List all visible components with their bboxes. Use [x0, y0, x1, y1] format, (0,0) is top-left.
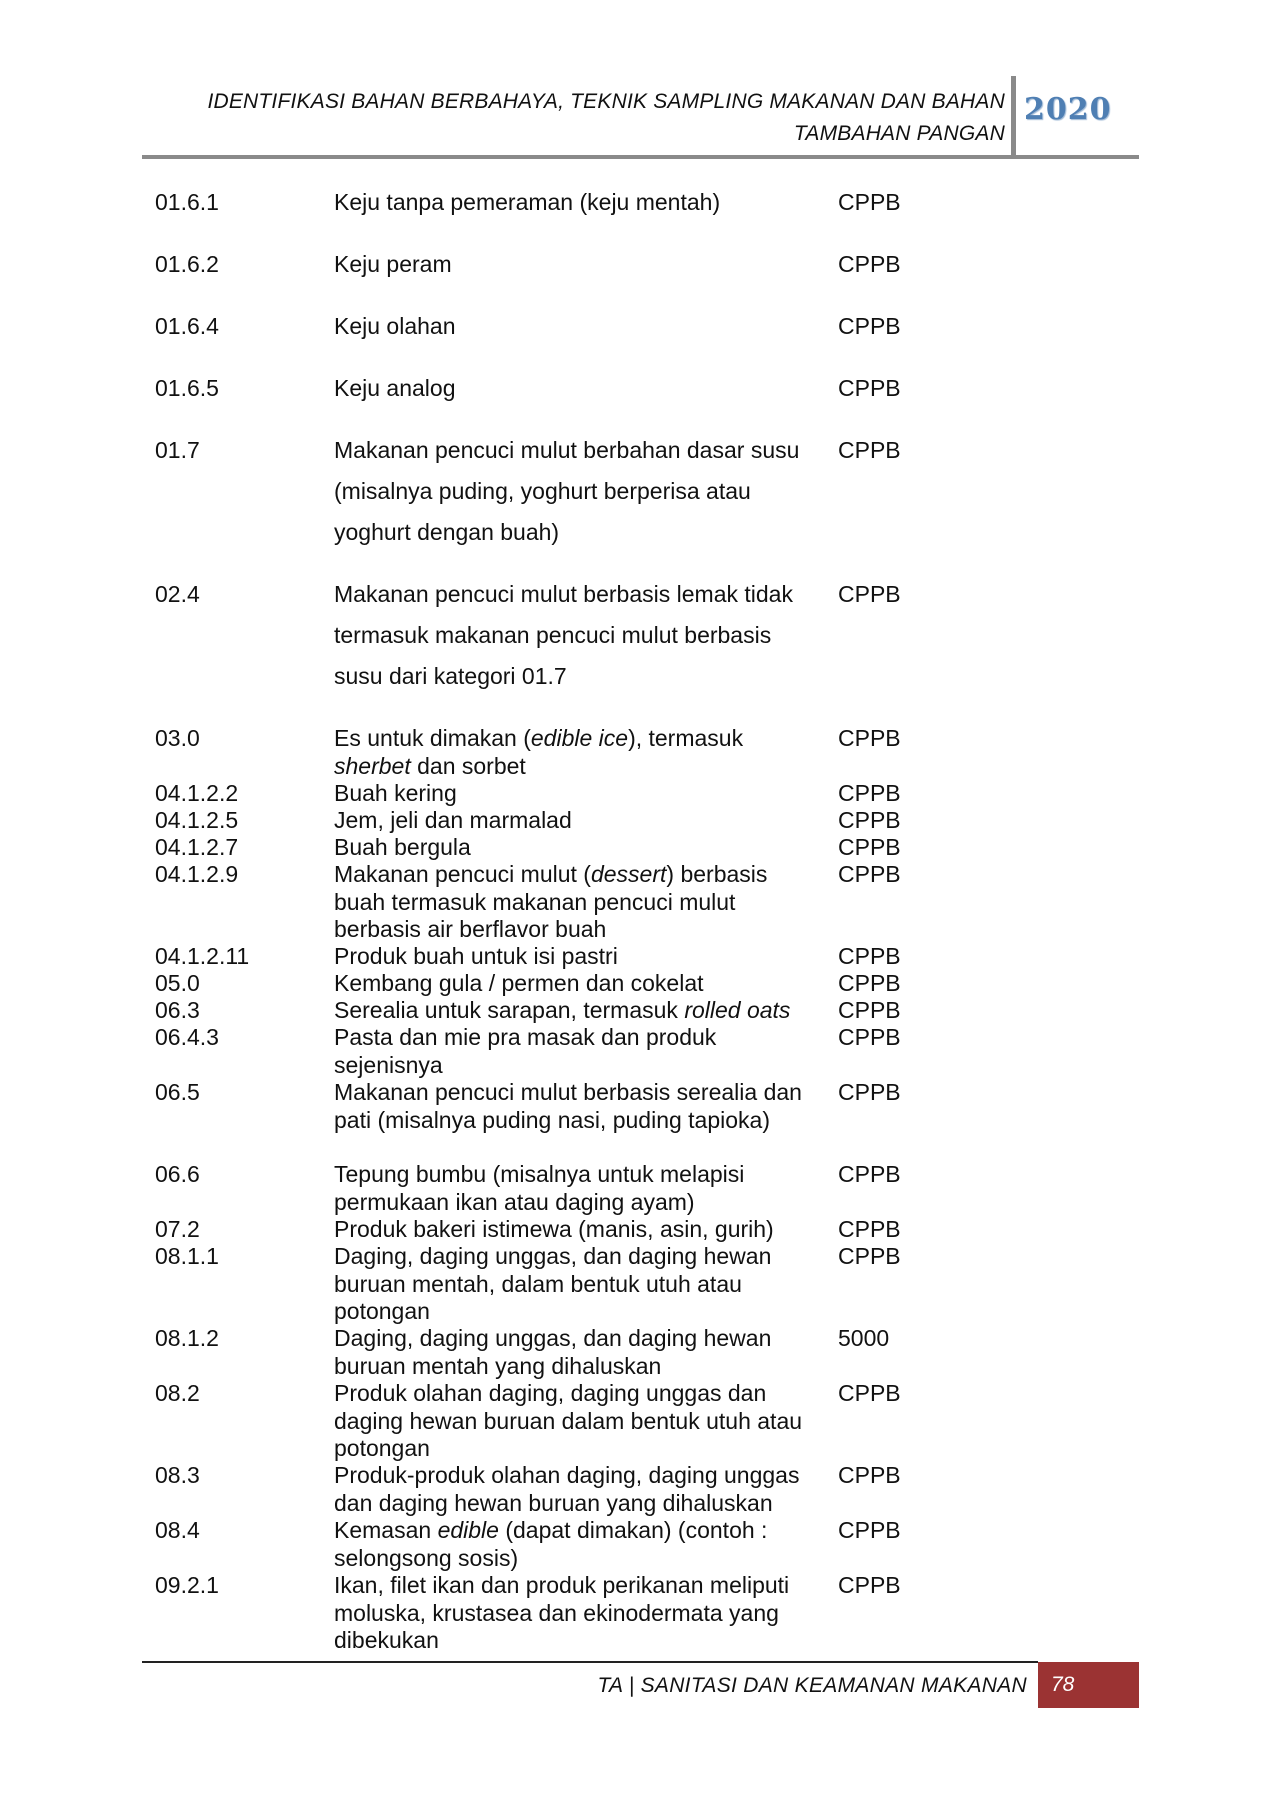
- page-number: 78: [1038, 1662, 1139, 1708]
- desc-text: Es untuk dimakan (: [334, 725, 531, 751]
- category-code: 01.6.4: [155, 313, 219, 339]
- category-code: 08.3: [155, 1462, 200, 1488]
- category-description: Daging, daging unggas, dan daging hewan buruan mentah, dalam bentuk utuh atau potongan: [334, 1243, 772, 1324]
- desc-italic: sherbet: [334, 752, 411, 779]
- category-limit: CPPB: [838, 1216, 901, 1242]
- category-limit: CPPB: [838, 251, 901, 277]
- category-description: Makanan pencuci mulut berbahan dasar susu (misalnya puding, yoghurt berperisa atau yoghurt dengan buah): [334, 437, 800, 545]
- category-limit: CPPB: [838, 1161, 901, 1187]
- category-code: 04.1.2.5: [155, 807, 239, 833]
- category-code: 08.1.2: [155, 1325, 219, 1351]
- category-limit: CPPB: [838, 1079, 901, 1105]
- desc-text: Kemasan: [334, 1517, 438, 1543]
- category-code: 09.2.1: [155, 1572, 219, 1598]
- category-limit: CPPB: [838, 1243, 901, 1269]
- category-description: Buah kering: [334, 780, 457, 806]
- header-year: 2020: [1024, 92, 1112, 127]
- category-code: 01.6.2: [155, 251, 219, 277]
- category-limit: CPPB: [838, 1517, 901, 1543]
- category-code: 05.0: [155, 970, 200, 996]
- header-title-line2: TAMBAHAN PANGAN: [793, 122, 1005, 145]
- category-code: 01.6.1: [155, 189, 219, 215]
- category-description: Keju olahan: [334, 313, 456, 339]
- category-code: 01.6.5: [155, 375, 219, 401]
- category-limit: CPPB: [838, 437, 901, 463]
- category-limit: CPPB: [838, 943, 901, 969]
- category-limit: CPPB: [838, 189, 901, 215]
- category-description: Produk bakeri istimewa (manis, asin, gurih): [334, 1216, 774, 1242]
- category-code: 02.4: [155, 581, 200, 607]
- category-limit: CPPB: [838, 997, 901, 1023]
- desc-italic: rolled oats: [684, 997, 791, 1023]
- category-code: 01.7: [155, 437, 200, 463]
- category-limit: CPPB: [838, 780, 901, 806]
- category-description: [334, 997, 824, 1025]
- category-description: Pasta dan mie pra masak dan produk sejenisnya: [334, 1024, 717, 1078]
- footer-rule: [142, 1661, 1038, 1663]
- category-description: Keju peram: [334, 251, 452, 277]
- desc-text: ) berbasis buah termasuk makanan pencuci mulut berbasis air berflavor buah: [334, 861, 768, 942]
- category-description: Produk-produk olahan daging, daging unggas dan daging hewan buruan yang dihaluskan: [334, 1462, 800, 1516]
- category-description: Keju tanpa pemeraman (keju mentah): [334, 189, 721, 215]
- category-code: 06.3: [155, 997, 200, 1023]
- category-description: Jem, jeli dan marmalad: [334, 807, 572, 833]
- category-limit: CPPB: [838, 1462, 901, 1488]
- category-description: Ikan, filet ikan dan produk perikanan meliputi moluska, krustasea dan ekinodermata yang dibekukan: [334, 1572, 790, 1653]
- category-description: [334, 1517, 824, 1572]
- category-description: Daging, daging unggas, dan daging hewan buruan mentah yang dihaluskan: [334, 1325, 772, 1379]
- desc-text: ), termasuk: [628, 725, 744, 751]
- category-description: Produk buah untuk isi pastri: [334, 943, 618, 969]
- category-description: [334, 725, 824, 780]
- category-limit: CPPB: [838, 807, 901, 833]
- category-limit: CPPB: [838, 1572, 901, 1598]
- desc-italic: edible ice: [530, 725, 629, 751]
- category-code: 04.1.2.11: [155, 943, 250, 969]
- category-limit: CPPB: [838, 861, 901, 887]
- category-code: 08.4: [155, 1517, 200, 1543]
- desc-italic: dessert: [590, 861, 667, 887]
- category-code: 06.5: [155, 1079, 200, 1105]
- category-limit: CPPB: [838, 1024, 901, 1050]
- desc-text: Serealia untuk sarapan, termasuk: [334, 997, 685, 1023]
- desc-italic: edible: [437, 1517, 499, 1543]
- category-description: [334, 861, 824, 944]
- category-code: 08.2: [155, 1380, 200, 1406]
- category-limit: CPPB: [838, 581, 901, 607]
- desc-text: dan sorbet: [410, 752, 526, 779]
- category-description: Tepung bumbu (misalnya untuk melapisi permukaan ikan atau daging ayam): [334, 1161, 745, 1215]
- category-limit: CPPB: [838, 375, 901, 401]
- footer-course-title: TA | SANITASI DAN KEAMANAN MAKANAN: [597, 1674, 1027, 1697]
- category-code: 04.1.2.2: [155, 780, 239, 806]
- category-description: Buah bergula: [334, 834, 471, 860]
- category-limit: 5000: [838, 1325, 890, 1351]
- category-description: Keju analog: [334, 375, 456, 401]
- desc-text: (dapat dimakan) (contoh : selongsong sosis): [334, 1517, 768, 1571]
- category-description: Kembang gula / permen dan cokelat: [334, 970, 704, 996]
- category-limit: CPPB: [838, 970, 901, 996]
- category-code: 04.1.2.9: [155, 861, 239, 887]
- category-code: 06.6: [155, 1161, 200, 1187]
- running-header-title: [105, 86, 1005, 150]
- header-title-line1: IDENTIFIKASI BAHAN BERBAHAYA, TEKNIK SAMPLING MAKANAN DAN BAHAN: [207, 90, 1005, 113]
- category-limit: CPPB: [838, 1380, 901, 1406]
- category-description: Produk olahan daging, daging unggas dan daging hewan buruan dalam bentuk utuh atau potongan: [334, 1380, 803, 1461]
- category-limit: CPPB: [838, 725, 901, 751]
- category-code: 07.2: [155, 1216, 200, 1242]
- category-code: 04.1.2.7: [155, 834, 239, 860]
- header-rule: [142, 155, 1139, 159]
- desc-text: Makanan pencuci mulut (: [334, 861, 591, 887]
- category-description: Makanan pencuci mulut berbasis lemak tidak termasuk makanan pencuci mulut berbasis susu dari kategori 01.7: [334, 581, 793, 689]
- category-code: 06.4.3: [155, 1024, 219, 1050]
- category-code: 08.1.1: [155, 1243, 219, 1269]
- header-divider: [1011, 76, 1016, 156]
- category-limit: CPPB: [838, 834, 901, 860]
- category-description: Makanan pencuci mulut berbasis serealia dan pati (misalnya puding nasi, puding tapioka): [334, 1079, 802, 1133]
- category-limit: CPPB: [838, 313, 901, 339]
- category-code: 03.0: [155, 725, 200, 751]
